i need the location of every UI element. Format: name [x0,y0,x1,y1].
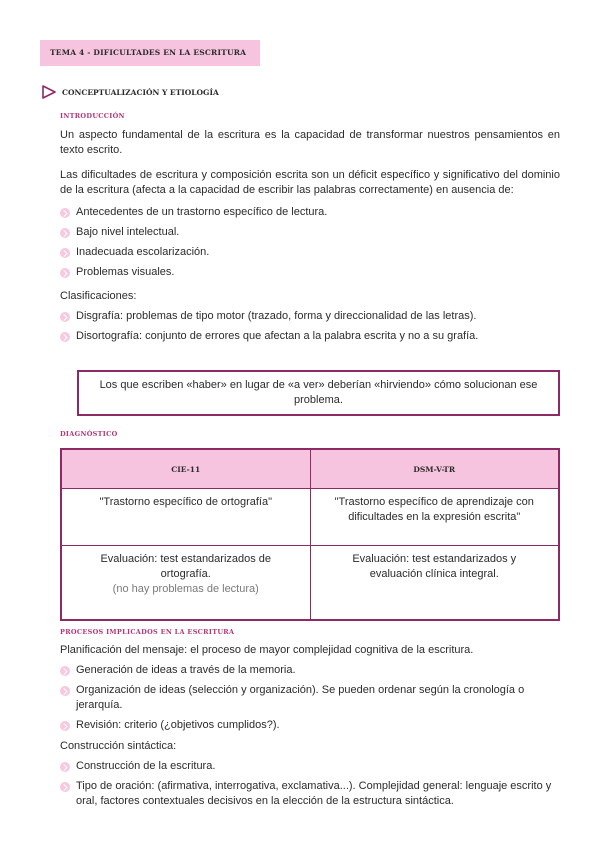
list-item: Disgrafía: problemas de tipo motor (trazado, forma y direccionalidad de las letras). [60,309,560,324]
list-item: Construcción de la escritura. [60,759,560,774]
syntax-label: Construcción sintáctica: [60,740,177,752]
absence-list [60,205,560,280]
bullet-icon [60,686,70,696]
intro-heading: INTRODUCCIÓN [60,112,125,120]
intro-paragraph-2: Las dificultades de escritura y composición escrita son un déficit específico y significativo del dominio de la escritura (afecta a la capacidad de escribir las palabras correctamente) en ausencia de: [60,169,560,196]
triangle-arrow-icon [42,85,56,99]
syntax-list [60,759,560,809]
section-heading [42,84,219,100]
table-row [61,489,559,546]
planning-list [60,663,560,733]
table-cell: Evaluación: test estandarizados y evaluación clínica integral. [310,546,559,621]
table-cell: "Trastorno específico de ortografía" [61,489,310,546]
procesos-body [60,643,560,814]
bullet-icon [60,332,70,342]
diagnosis-table [60,448,560,621]
list-item: Revisión: criterio (¿objetivos cumplidos?). [60,718,560,733]
bullet-icon [60,268,70,278]
diagnostico-heading-wrap [60,430,560,438]
list-item: Tipo de oración: (afirmativa, interrogativa, exclamativa...). Complejidad general: lenguaje escrito y oral, factores contextuales decisivos en la elección de la estructura sintáctica. [60,779,560,809]
intro-paragraph-1: Un aspecto fundamental de la escritura es la capacidad de transformar nuestros pensamientos en texto escrito. [60,129,560,156]
list-item: Antecedentes de un trastorno específico de lectura. [60,205,560,220]
procesos-heading: PROCESOS IMPLICADOS EN LA ESCRITURA [60,628,235,636]
list-item: Organización de ideas (selección y organización). Se pueden ordenar según la cronología o jerarquía. [60,683,560,713]
table-cell [61,546,310,621]
quote-box: Los que escriben «haber» en lugar de «a ver» deberían «hirviendo» cómo solucionan ese problema. [77,370,560,416]
bullet-icon [60,782,70,792]
table-header-cie: CIE-11 [61,449,310,489]
diagnostico-heading: DIAGNÓSTICO [60,430,118,438]
list-item: Inadecuada escolarización. [60,245,560,260]
table-header-dsm: DSM-V-TR [310,449,559,489]
classifications-label: Clasificaciones: [60,290,137,302]
table-cell: "Trastorno específico de aprendizaje con dificultades en la expresión escrita" [310,489,559,546]
bullet-icon [60,721,70,731]
planning-paragraph: Planificación del mensaje: el proceso de mayor complejidad cognitiva de la escritura. [60,644,474,656]
list-item: Problemas visuales. [60,265,560,280]
bullet-icon [60,208,70,218]
intro-heading-wrap [60,112,560,120]
bullet-icon [60,666,70,676]
page-title: TEMA 4 - DIFICULTADES EN LA ESCRITURA [40,40,260,66]
evaluation-note: (no hay problemas de lectura) [112,583,259,595]
bullet-icon [60,248,70,258]
list-item: Generación de ideas a través de la memoria. [60,663,560,678]
section-title: CONCEPTUALIZACIÓN Y ETIOLOGÍA [62,87,219,97]
classification-list [60,309,560,344]
bullet-icon [60,228,70,238]
bullet-icon [60,312,70,322]
intro-body [60,128,560,349]
list-item: Disortografía: conjunto de errores que afectan a la palabra escrita y no a su grafía. [60,329,560,344]
evaluation-text: Evaluación: test estandarizados de ortografía. [100,553,272,580]
table-row [61,546,559,621]
bullet-icon [60,762,70,772]
procesos-heading-wrap [60,628,560,636]
list-item: Bajo nivel intelectual. [60,225,560,240]
